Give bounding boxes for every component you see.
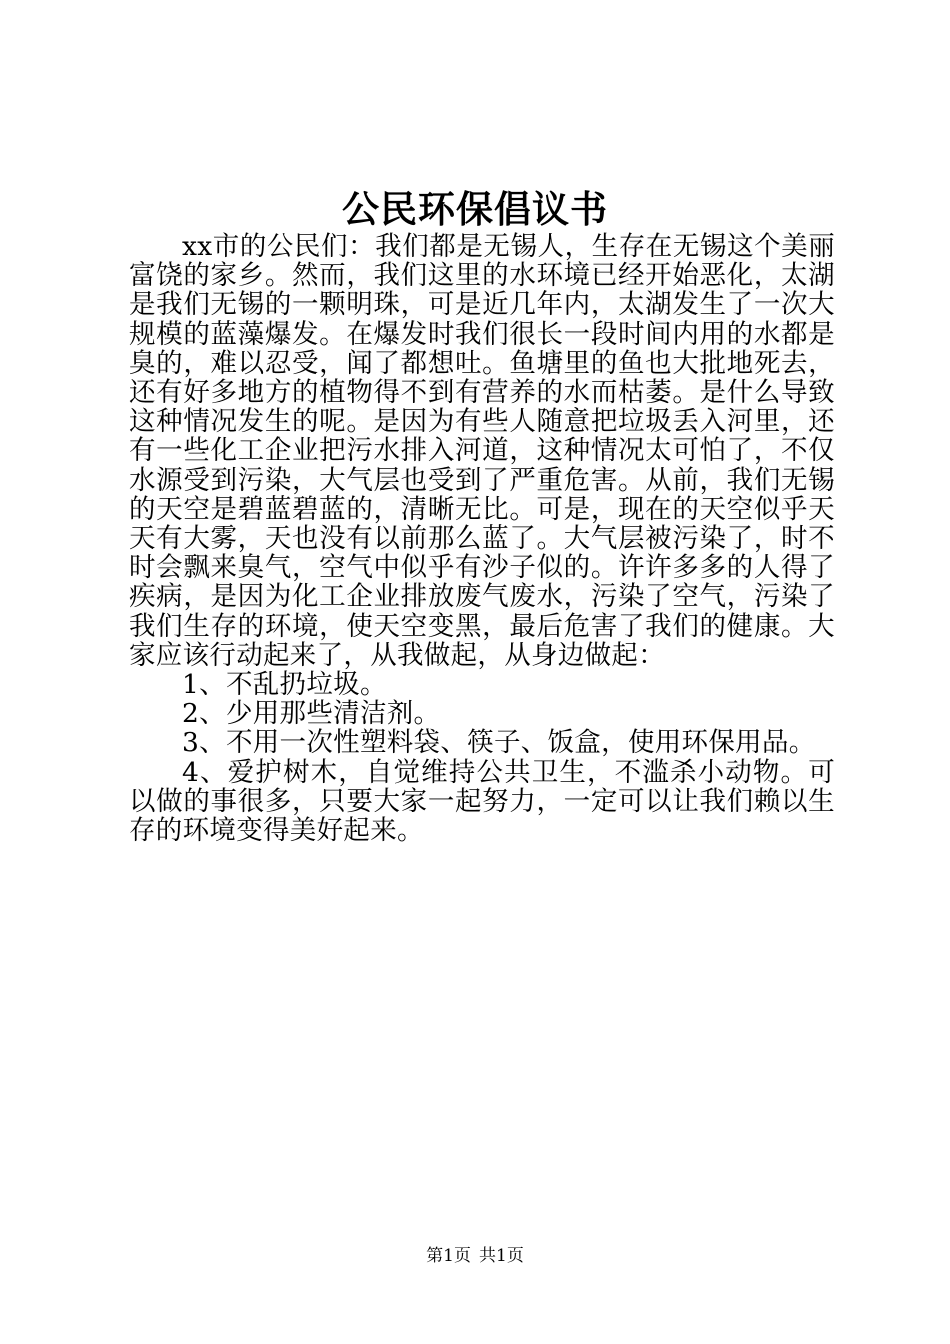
page-number-total: 共1页 [479, 1246, 524, 1266]
document-body [129, 232, 835, 845]
list-item-1: 1、不乱扔垃圾。 [182, 669, 387, 701]
page-number-current: 第1页 [426, 1246, 471, 1266]
list-item-3: 3、不用一次性塑料袋、筷子、饭盒，使用环保用品。 [182, 727, 816, 759]
page-footer [0, 1245, 950, 1267]
document-title: 公民环保倡议书 [342, 187, 608, 231]
body-paragraph-intro: xx市的公民们：我们都是无锡人，生存在无锡这个美丽富饶的家乡。然而，我们这里的水环境已经开始恶化，太湖是我们无锡的一颗明珠，可是近几年内，太湖发生了一次大规模的蓝藻爆发。在爆发时我们很长一段时间内用的水都是臭的，难以忍受，闻了都想吐。鱼塘里的鱼也大批地死去，还有好多地方的植物得不到有营养的水而枯萎。是什么导致这种情况发生的呢。是因为有些人随意把垃圾丢入河里，还有一些化工企业把污水排入河道，这种情况太可怕了，不仅水源受到污染，大气层也受到了严重危害。从前，我们无锡的天空是碧蓝碧蓝的，清晰无比。可是，现在的天空似乎天天有大雾，天也没有以前那么蓝了。大气层被污染了，时不时会飘来臭气，空气中似乎有沙子似的。许许多多的人得了疾病，是因为化工企业排放废气废水，污染了空气，污染了我们生存的环境，使天空变黑，最后危害了我们的健康。大家应该行动起来了，从我做起，从身边做起： [129, 231, 835, 671]
list-item-2: 2、少用那些清洁剂。 [182, 698, 441, 730]
list-item-4: 4、爱护树木，自觉维持公共卫生，不滥杀小动物。可以做的事很多，只要大家一起努力，一定可以让我们赖以生存的环境变得美好起来。 [129, 756, 835, 847]
